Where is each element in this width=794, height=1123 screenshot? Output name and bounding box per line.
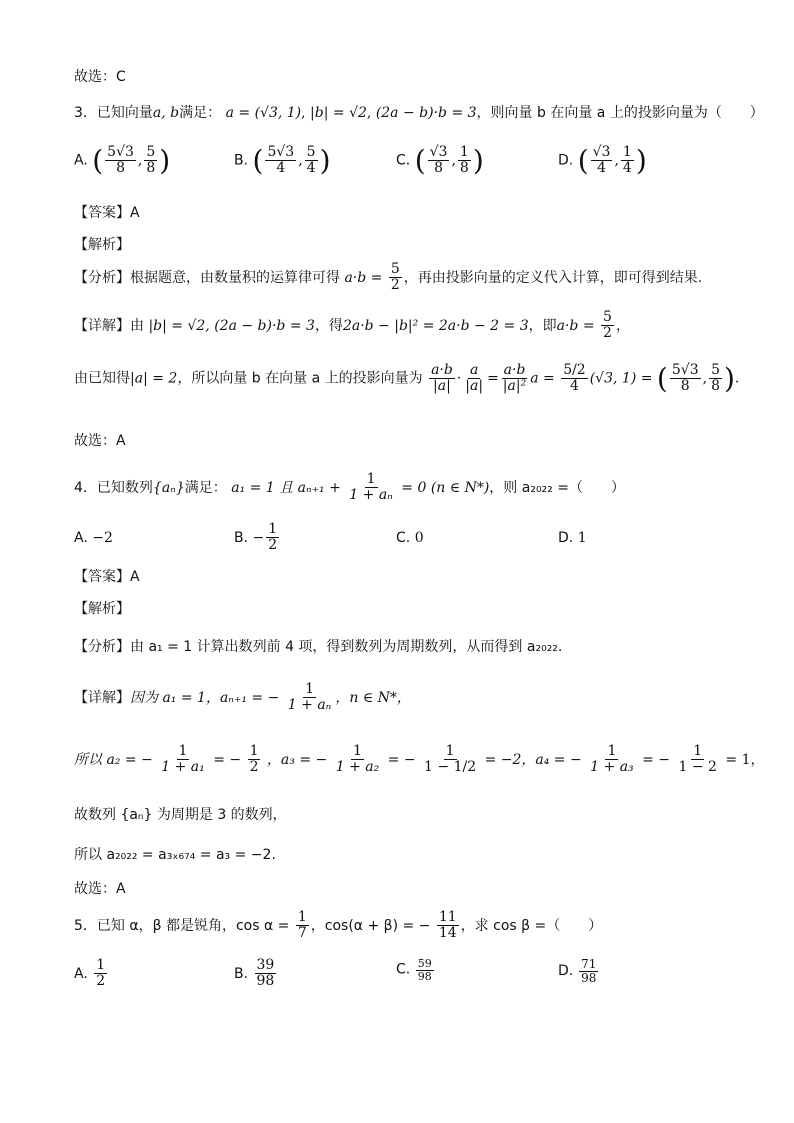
q5-option-a[interactable]: A. $\frac{1}{2}$ [74, 957, 106, 990]
q4-result: 所以 a₂₀₂₂ = a₃ₓ₆₇₄ = a₃ = −2. [74, 847, 276, 863]
q3-option-c[interactable]: C. ( $\frac{√3}{8}$ , $\frac{1}{8}$ ) [396, 143, 484, 177]
q3-option-a[interactable]: A. ( $\frac{5√3}{8}$ , $\frac{5}{8}$ ) [74, 143, 171, 177]
q4-calculation: 所以 a₂ = − $\frac{1}{\text{1 + a₁}}$ = − $\frac{1}{2}$ ，a₃ = − $\frac{1}{\text{1 + a₂}}$ = − $\frac{1}{1 - 1/2}$ = −2，a₄ = − $\frac{1}{\text{1 + a₃}}$ = − $\frac{1}{1 - 2}$ = 1， [74, 743, 765, 776]
q5-option-c[interactable]: C. $\frac{59}{98}$ [396, 957, 432, 984]
q4-conclusion: 故选：A [74, 881, 126, 897]
q3-answer: 【答案】A [74, 205, 140, 221]
q4-answer: 【答案】A [74, 569, 140, 585]
q4-fenxi: 【分析】由 a₁ = 1 计算出数列前 4 项，得到数列为周期数列，从而得到 a₂₀₂₂. [74, 639, 563, 655]
q4-option-a[interactable]: A. −2 [74, 530, 113, 546]
q5-option-d[interactable]: D. $\frac{71}{98}$ [558, 957, 597, 986]
q4-option-b[interactable]: B. − $\frac{1}{2}$ [234, 521, 278, 554]
q3-option-b[interactable]: B. ( $\frac{5√3}{4}$ , $\frac{5}{4}$ ) [234, 143, 331, 177]
q4-stem: 4．已知数列{aₙ}满足： a₁ = 1 且 aₙ₊₁ + $\frac{1}{\text{1 + aₙ}}$ = 0 (n ∈ N*)，则 a₂₀₂₂ =（ ） [74, 471, 625, 504]
q4-analysis-heading: 【解析】 [74, 601, 130, 617]
q3-option-d[interactable]: D. ( $\frac{√3}{4}$ , $\frac{1}{4}$ ) [558, 143, 647, 177]
q5-option-b[interactable]: B. $\frac{39}{98}$ [234, 957, 275, 990]
q3-conclusion: 故选：A [74, 433, 126, 449]
q3-stem: 3．已知向量a, b满足： a = (√3, 1), |b| = √2, (2a − b)·b = 3，则向量 b 在向量 a 上的投影向量为（ ） [74, 105, 764, 121]
q2-conclusion: 故选：C [74, 69, 126, 85]
q4-option-d[interactable]: D. 1 [558, 530, 587, 546]
q3-analysis-heading: 【解析】 [74, 237, 130, 253]
q3-fenxi: 【分析】根据题意，由数量积的运算律可得 a·b = $\frac{5}{2}$ ，再由投影向量的定义代入计算，即可得到结果. [74, 261, 703, 294]
q4-period: 故数列 {aₙ} 为周期是 3 的数列， [74, 807, 287, 823]
q4-xiangjie: 【详解】因为 a₁ = 1，aₙ₊₁ = − $\frac{1}{\text{1 + aₙ}}$ ，n ∈ N*， [74, 681, 411, 714]
q5-stem: 5．已知 α，β 都是锐角，cos α = $\frac{1}{7}$ ，cos(α + β) = − $\frac{11}{14}$ ，求 cos β =（ ） [74, 909, 603, 942]
q3-xiangjie: 【详解】由 |b| = √2, (2a − b)·b = 3，得2a·b − |b|² = 2a·b − 2 = 3，即a·b = $\frac{5}{2}$ ， [74, 309, 630, 342]
q3-projection: 由已知得|a| = 2，所以向量 b 在向量 a 上的投影向量为 $\frac{a\cdot b}{|a|}$ · $\frac{a}{|a|}$ = $\frac{a\cdot b}{\text{|a|²}}$ a = $\frac{5/2}{4}$ (√3, 1) = ( $\frac{5√3}{8}$ , $\frac{5}{8}$ ). [74, 361, 740, 395]
q4-option-c[interactable]: C. 0 [396, 530, 424, 546]
